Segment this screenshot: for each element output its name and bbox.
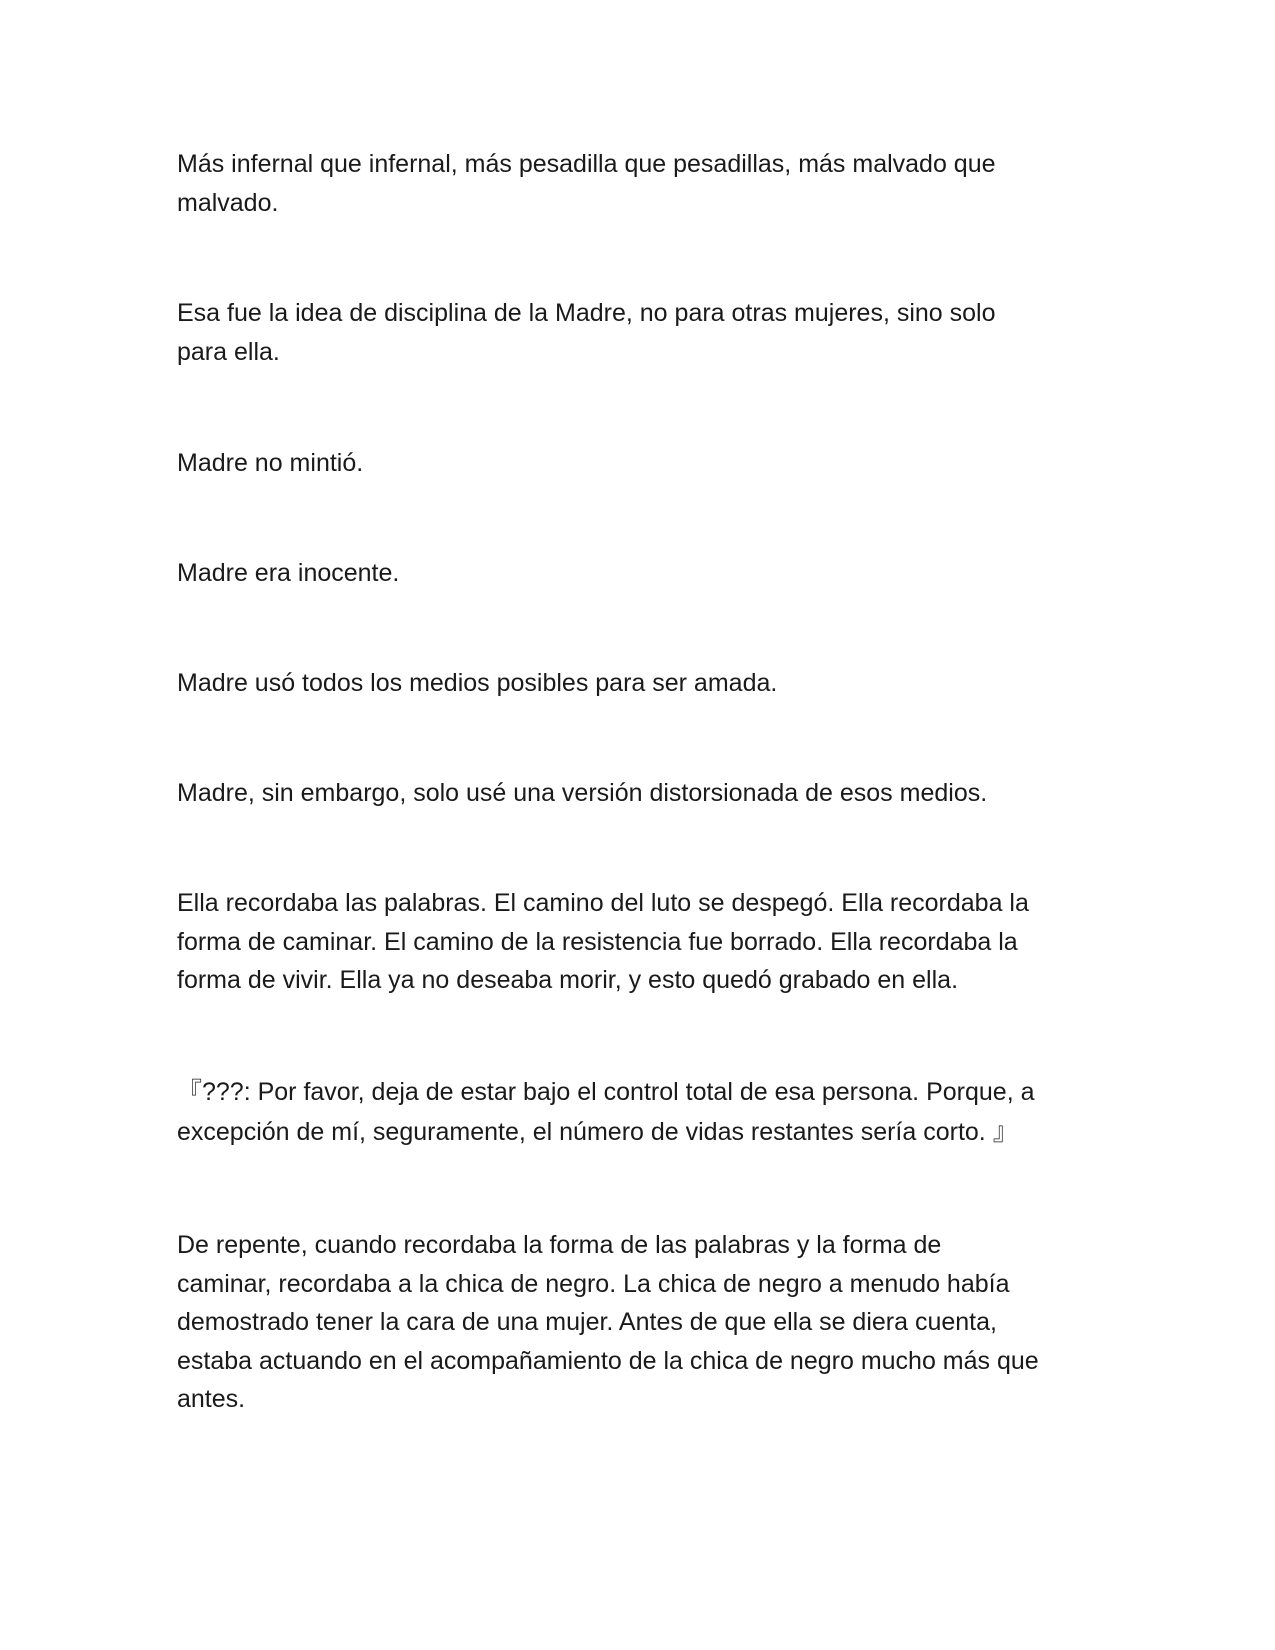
paragraph-line: antes.: [177, 1385, 246, 1413]
paragraph-line: Esa fue la idea de disciplina de la Madre, no para otras mujeres, sino solo: [177, 299, 996, 327]
paragraph-1: [177, 145, 1107, 222]
paragraph-4: [177, 554, 1107, 593]
paragraph-line: Madre era inocente.: [177, 559, 400, 587]
paragraph-line: Madre usó todos los medios posibles para ser amada.: [177, 669, 778, 697]
paragraph-line: para ella.: [177, 337, 280, 366]
paragraph-line: malvado.: [177, 188, 279, 217]
paragraph-3: [177, 444, 1107, 483]
paragraph-9: [177, 1226, 1107, 1419]
paragraph-5: [177, 664, 1107, 703]
paragraph-7: [177, 884, 1107, 1000]
paragraph-line: Más infernal que infernal, más pesadilla que pesadillas, más malvado que: [177, 150, 996, 178]
paragraph-line: Madre no mintió.: [177, 449, 364, 477]
paragraph-line: De repente, cuando recordaba la forma de las palabras y la forma de: [177, 1231, 942, 1259]
paragraph-8-dialogue: [177, 1072, 1107, 1152]
paragraph-line: excepción de mí, seguramente, el número de vidas restantes sería corto. 』: [177, 1118, 1018, 1146]
paragraph-line: Madre, sin embargo, solo usé una versión distorsionada de esos medios.: [177, 779, 988, 807]
paragraph-line: 『???: Por favor, deja de estar bajo el control total de esa persona. Porque, a: [177, 1078, 1035, 1106]
paragraph-line: Ella recordaba las palabras. El camino del luto se despegó. Ella recordaba la: [177, 889, 1029, 917]
paragraph-6: [177, 774, 1107, 813]
paragraph-line: demostrado tener la cara de una mujer. Antes de que ella se diera cuenta,: [177, 1308, 997, 1336]
paragraph-line: forma de caminar. El camino de la resistencia fue borrado. Ella recordaba la: [177, 927, 1018, 956]
paragraph-2: [177, 294, 1107, 371]
paragraph-line: estaba actuando en el acompañamiento de la chica de negro mucho más que: [177, 1346, 1039, 1375]
paragraph-line: forma de vivir. Ella ya no deseaba morir, y esto quedó grabado en ella.: [177, 966, 959, 994]
paragraph-line: caminar, recordaba a la chica de negro. La chica de negro a menudo había: [177, 1269, 1010, 1298]
